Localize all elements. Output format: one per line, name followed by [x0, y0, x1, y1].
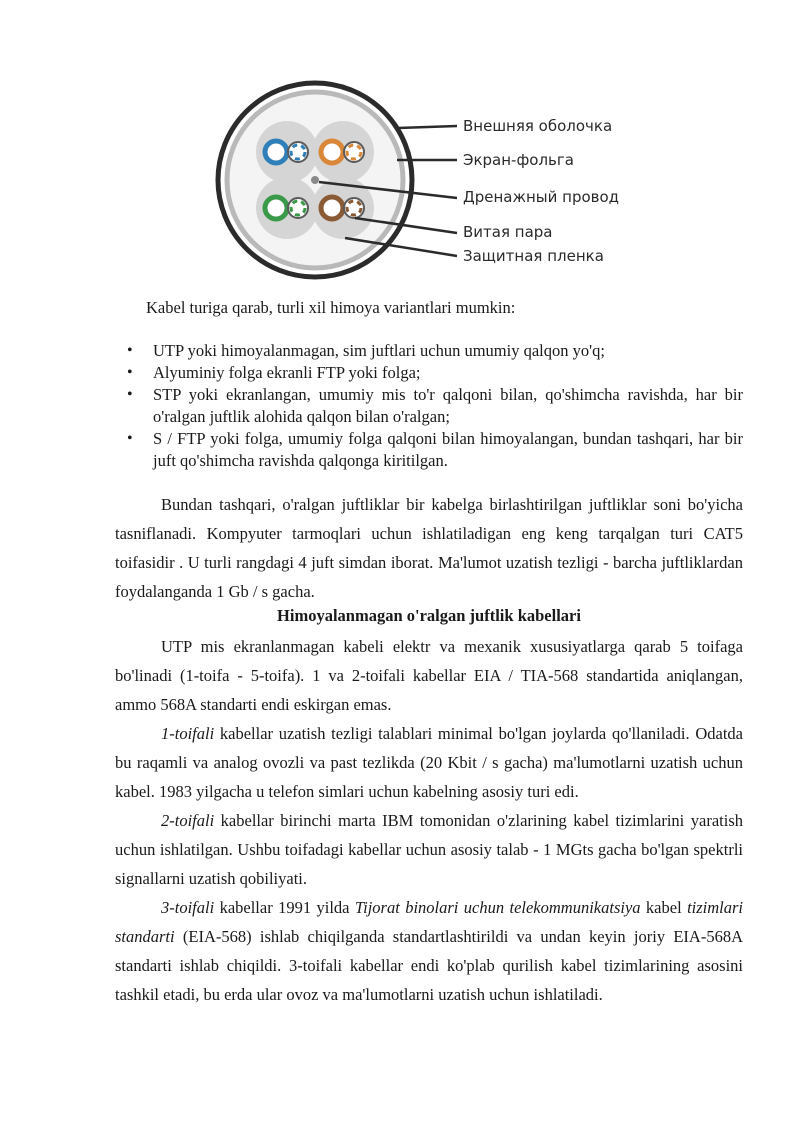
paragraph-categories: UTP mis ekranlanmagan kabeli elektr va mexanik xususiyatlarga qarab 5 toifaga bo'linadi (1-toifa - 5-toifa). 1 va 2-toifali kabellar EIA / TIA-568 standartida aniqlangan, ammo 568A standarti endi eskirgan emas.	[115, 637, 743, 714]
list-item: • Alyuminiy folga ekranli FTP yoki folga;	[115, 362, 743, 384]
paragraph-category-2: 2-toifali kabellar birinchi marta IBM tomonidan o'zlarining kabel tizimlarini yaratish uchun ishlatilgan. Ushbu toifadagi kabellar uchun asosiy talab - 1 MGts gacha bo'lgan spektrli signallarni uzatish qobiliyati.	[115, 811, 743, 888]
category-1-term: 1-toifali	[161, 724, 215, 743]
intro-text: Kabel turiga qarab, turli xil himoya variantlari mumkin:	[146, 298, 516, 317]
standard-title-part-2: tizimlari standarti	[115, 898, 743, 946]
label-protective-film: Защитная пленка	[463, 247, 604, 265]
twisted-pair-brown	[321, 197, 364, 219]
label-twisted-pair: Витая пара	[463, 223, 553, 241]
twisted-pair-green	[265, 197, 308, 219]
section-body	[115, 632, 743, 1009]
paragraph-category-3: 3-toifali kabellar 1991 yilda Tijorat binolari uchun telekommunikatsiya kabel tizimlari standarti (EIA-568) ishlab chiqilganda standartlashtirildi va undan keyin joriy EIA-568A standarti ishlab chiqildi. 3-toifali kabellar endi ko'plab qurilish kabel tizimlarining asosini tashkil etadi, bu erda ular ovoz va ma'lumotlarni uzatish uchun ishlatiladi.	[115, 898, 743, 1004]
label-outer-sheath: Внешняя оболочка	[463, 117, 613, 135]
list-item: • S / FTP yoki folga, umumiy folga qalqoni bilan himoyalangan, bundan tashqari, har bir juft qo'shimcha ravishda qalqonga kiritilgan.	[115, 428, 743, 472]
twisted-pair-blue	[265, 141, 308, 163]
drain-wire	[311, 176, 319, 184]
section-heading: Himoyalanmagan o'ralgan juftlik kabellari	[277, 606, 581, 625]
list-item: • STP yoki ekranlangan, umumiy mis to'r qalqoni bilan, qo'shimcha ravishda, har bir o'ralgan juftlik alohida qalqon bilan o'ralgan;	[115, 384, 743, 428]
cable-cross-section-figure	[215, 78, 655, 283]
paragraph-classification: Bundan tashqari, o'ralgan juftliklar bir kabelga birlashtirilgan juftliklar soni bo'yicha tasniflanadi. Kompyuter tarmoqlari uchun ishlatiladigan eng keng tarqalgan turi CAT5 toifasidir . U turli rangdagi 4 juft simdan iborat. Ma'lumot uzatish tezligi - barcha juftliklardan foydalanganda 1 Gb / s gacha.	[115, 495, 743, 601]
category-3-term: 3-toifali	[161, 898, 215, 917]
list-item: • UTP yoki himoyalanmagan, sim juftlari uchun umumiy qalqon yo'q;	[115, 340, 743, 362]
label-foil-shield: Экран-фольга	[463, 151, 574, 169]
paragraph-category-1: 1-toifali kabellar uzatish tezligi talablari minimal bo'lgan joylarda qo'llaniladi. Odatda bu raqamli va analog ovozli va past tezlikda (20 Kbit / s gacha) ma'lumotlarni uzatish uchun kabel. 1983 yilgacha u telefon simlari uchun kabelning asosiy turi edi.	[115, 724, 743, 801]
label-drain-wire: Дренажный провод	[463, 188, 620, 206]
category-2-term: 2-toifali	[161, 811, 215, 830]
shielding-options-list	[115, 340, 743, 472]
twisted-pair-orange	[321, 141, 364, 163]
standard-title-part-1: Tijorat binolari uchun telekommunikatsiya	[354, 898, 641, 917]
